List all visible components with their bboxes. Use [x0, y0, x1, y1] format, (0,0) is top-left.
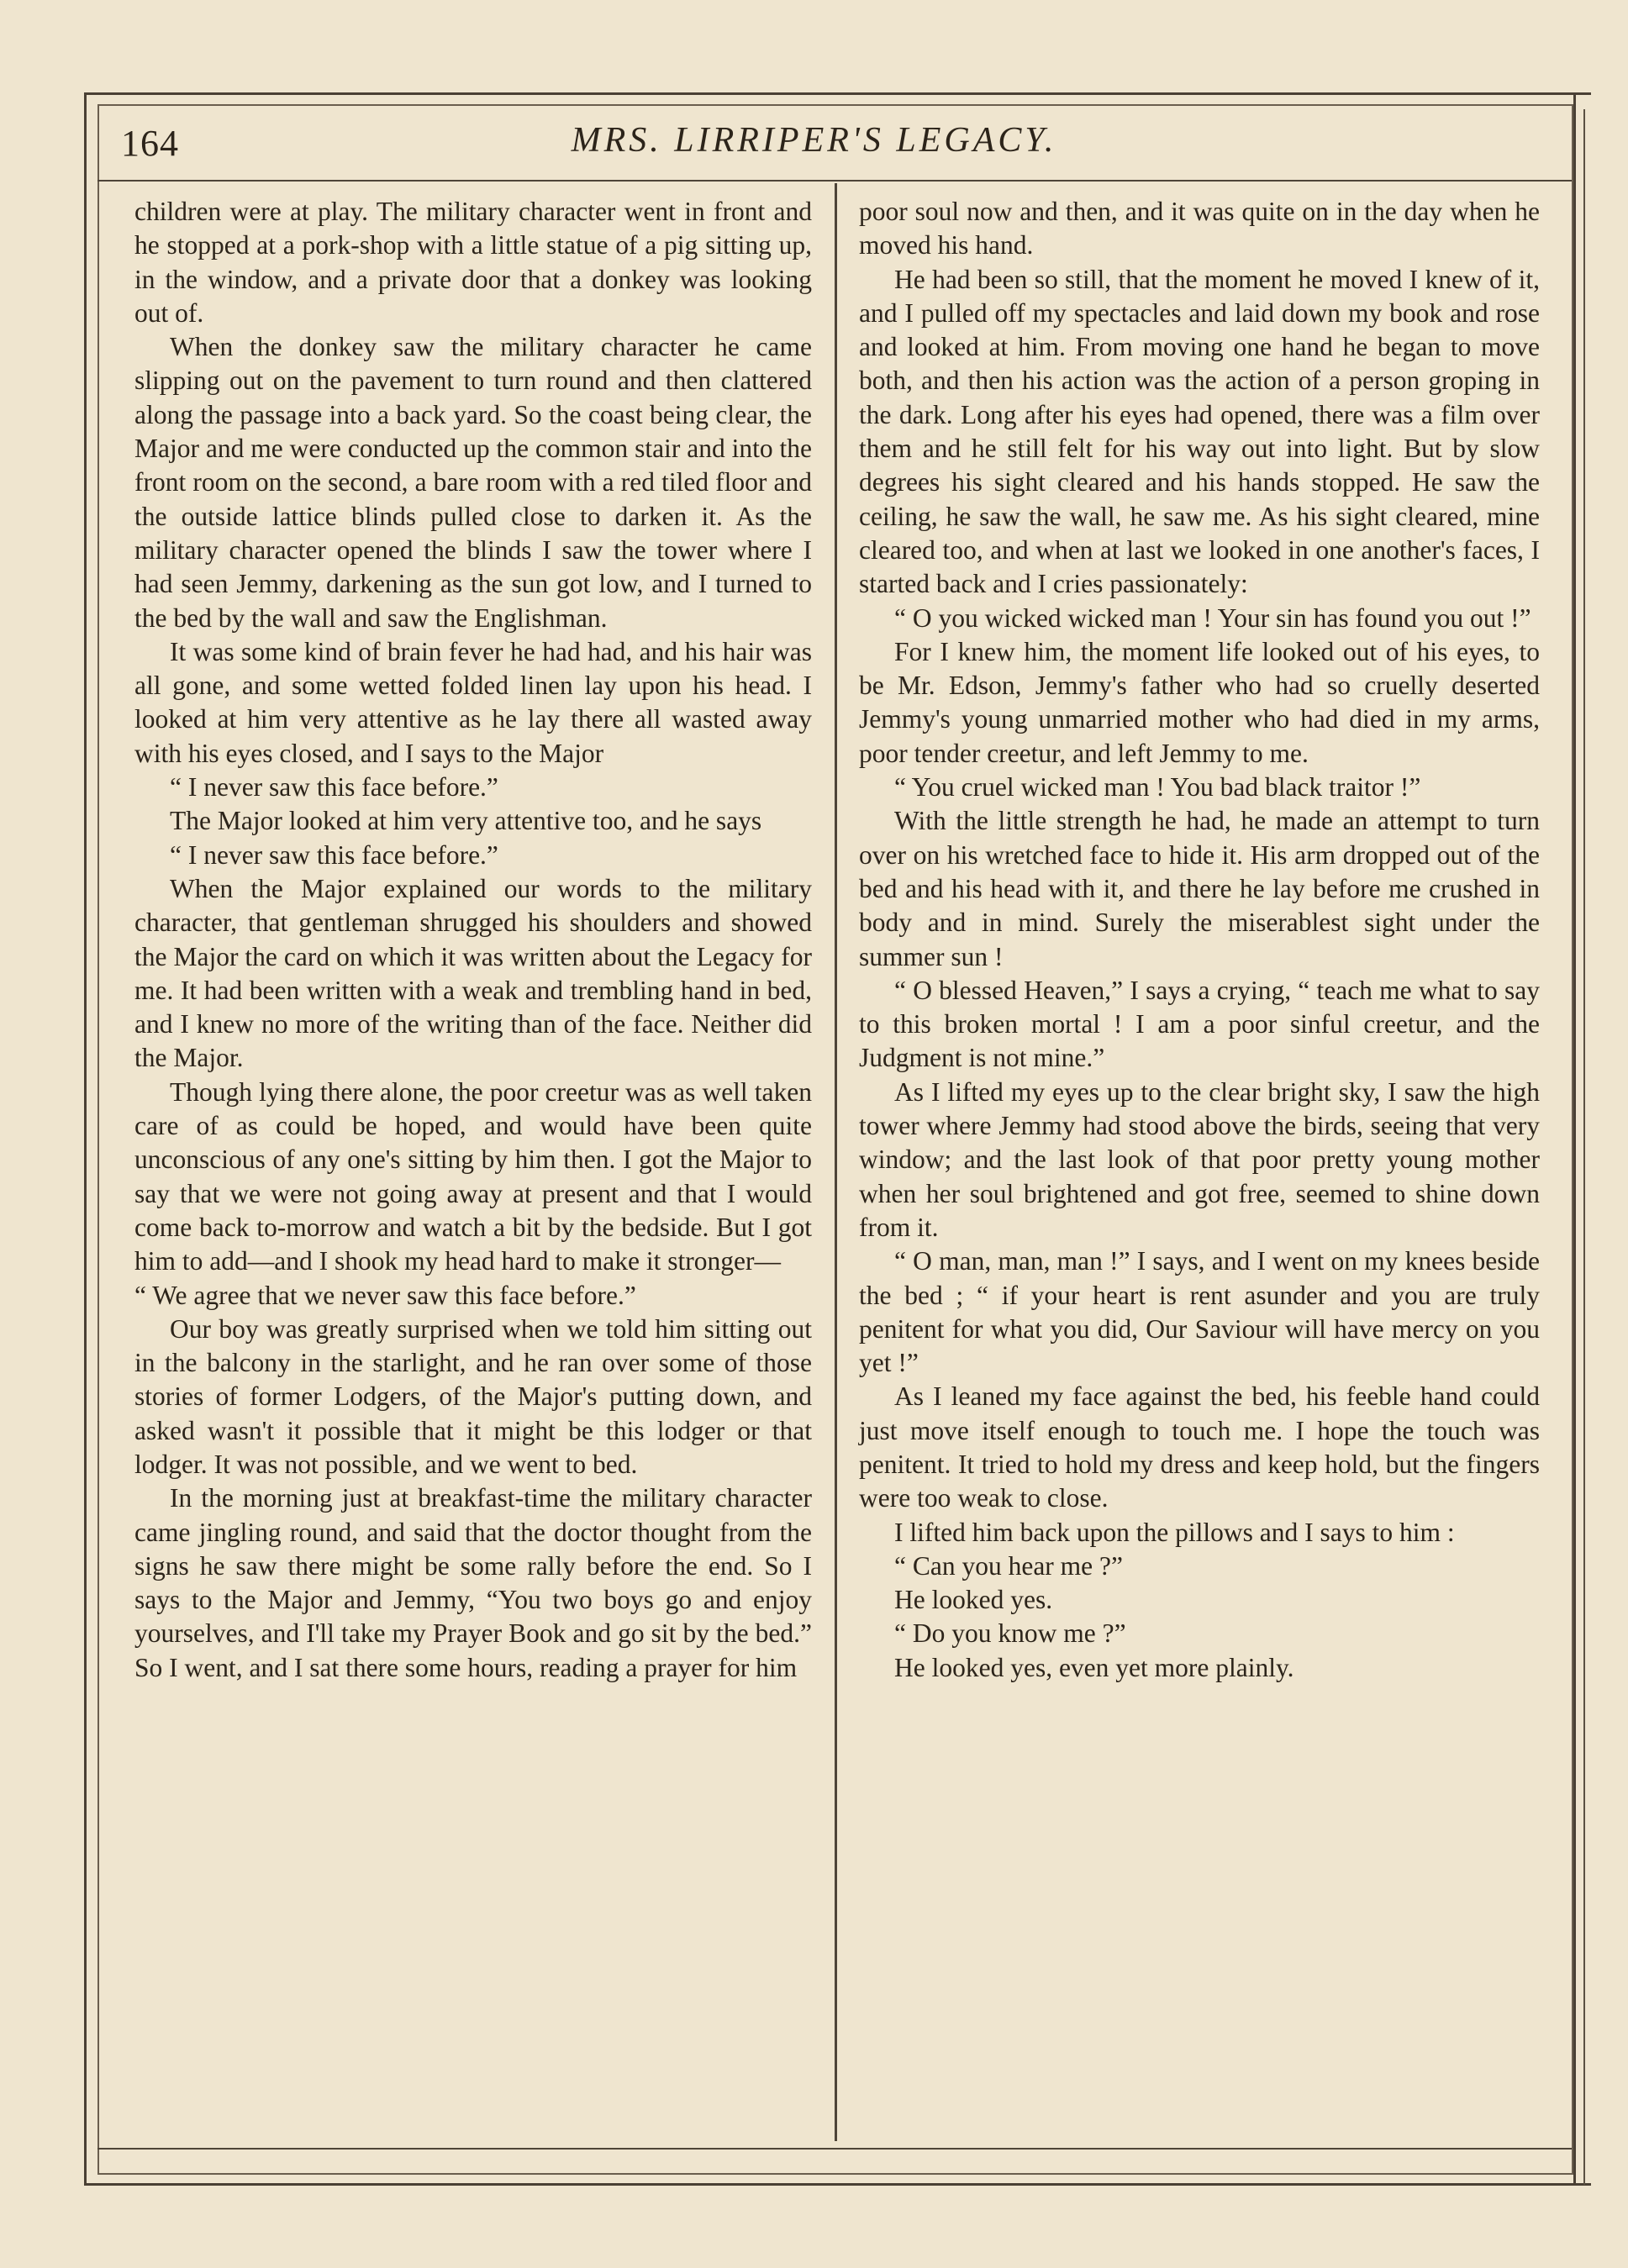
left-column	[134, 195, 812, 1685]
paragraph: “ I never saw this face before.”	[170, 839, 498, 870]
paragraph: The Major looked at him very attentive too, and he says	[170, 806, 762, 836]
paragraph: As I leaned my face against the bed, his feeble hand could just move itself enough to touch me. I hope the touch was penitent. It tried to hold my dress and keep hold, but the fingers were too weak to close.	[859, 1381, 1540, 1513]
paragraph: When the donkey saw the military character he came slipping out on the pavement to turn round and then clattered along the passage into a back yard. So the coast being clear, the Major and me were conducted up the common stair and into the front room on the second, a bare room with a red tiled floor and the outside lattice blinds pulled close to darken it. As the military character opened the blinds I saw the tower where I had seen Jemmy, darkening as the sun got low, and I turned to the bed by the wall and saw the Englishman.	[134, 332, 812, 633]
column-divider	[835, 183, 837, 2141]
page-border-right	[1573, 92, 1576, 2185]
paragraph: In the morning just at breakfast-time the military character came jingling round, and said that the doctor thought from the signs he saw there might be some rally before the end. So I says to the Major and Jemmy, “You two boys go and enjoy yourselves, and I'll take my Prayer Book and go sit by the bed.” So I went, and I sat there some hours, reading a prayer for him	[134, 1483, 812, 1682]
paragraph: “ Can you hear me ?”	[894, 1550, 1123, 1581]
paragraph: “ O man, man, man !” I says, and I went on my knees beside the bed ; “ if your heart is rent asunder and you are truly penitent for what you did, Our Saviour will have mercy on you yet !”	[859, 1246, 1540, 1378]
paragraph: When the Major explained our words to the military character, that gentleman shrugged his shoulders and showed the Major the card on which it was written about the Legacy for me. It had been written with a weak and trembling hand in bed, and I knew no more of the writing than of the face. Neither did the Major.	[134, 873, 812, 1073]
page-number: 164	[121, 123, 179, 164]
right-column	[859, 195, 1540, 1685]
paragraph: “ O you wicked wicked man ! Your sin has found you out !”	[894, 603, 1531, 633]
paragraph: “ Do you know me ?”	[894, 1618, 1126, 1649]
paragraph: It was some kind of brain fever he had had, and his hair was all gone, and some wetted folded linen lay upon his head. I looked at him very attentive as he lay there all wasted away with his eyes closed, and I says to the Major	[134, 636, 812, 768]
paragraph: Though lying there alone, the poor creetur was as well taken care of as could be hoped, and would have been quite unconscious of any one's sitting by him then. I got the Major to say that we were not going away at present and that I would come back to-morrow and watch a bit by the bedside. But I got him to add—and I shook my head hard to make it stronger—	[134, 1076, 812, 1276]
paragraph: He looked yes, even yet more plainly.	[894, 1652, 1294, 1682]
paragraph: He looked yes.	[894, 1585, 1053, 1615]
paragraph: poor soul now and then, and it was quite on in the day when he moved his hand.	[859, 197, 1540, 260]
paragraph: As I lifted my eyes up to the clear bright sky, I saw the high tower where Jemmy had stood above the birds, seeing that very window; and the last look of that poor pretty young mother when her soul brightened and got free, seemed to shine down from it.	[859, 1076, 1540, 1242]
footer-rule	[97, 2148, 1572, 2150]
paragraph: children were at play. The military character went in front and he stopped at a pork-shop with a little statue of a pig sitting up, in the window, and a private door that a donkey was looking out of.	[134, 197, 812, 328]
paragraph: “ O blessed Heaven,” I says a crying, “ teach me what to say to this broken mortal ! I am a poor sinful creetur, and the Judgment is not mine.”	[859, 975, 1540, 1073]
paragraph: “ I never saw this face before.”	[170, 772, 498, 802]
paragraph: Our boy was greatly surprised when we told him sitting out in the balcony in the starlight, and he ran over some of those stories of former Lodgers, of the Major's putting down, and asked wasn't it possible that it might be this lodger or that lodger. It was not possible, and we went to bed.	[134, 1313, 812, 1479]
paragraph: “ You cruel wicked man ! You bad black traitor !”	[894, 772, 1421, 802]
paragraph: I lifted him back upon the pillows and I says to him :	[894, 1517, 1455, 1547]
paragraph: For I knew him, the moment life looked out of his eyes, to be Mr. Edson, Jemmy's father who had so cruelly deserted Jemmy's young unmarried mother who had died in my arms, poor tender creetur, and left Jemmy to me.	[859, 636, 1540, 768]
running-title: MRS. LIRRIPER'S LEGACY.	[571, 121, 1057, 160]
paragraph: He had been so still, that the moment he moved I knew of it, and I pulled off my spectacles and laid down my book and rose and looked at him. From moving one hand he began to move both, and then his action was the action of a person groping in the dark. Long after his eyes had opened, there was a film over them and he still felt for his way out into light. But by slow degrees his sight cleared and his hands stopped. He saw the ceiling, he saw the wall, he saw me. As his sight cleared, mine cleared too, and when at last we looked in one another's faces, I started back and I cries passionately:	[859, 264, 1540, 599]
paragraph: “ We agree that we never saw this face before.”	[134, 1280, 636, 1310]
paragraph: With the little strength he had, he made an attempt to turn over on his wretched face to hide it. His arm dropped out of the bed and his head with it, and there he lay before me crushed in body and in mind. Surely the miserablest sight under the summer sun !	[859, 806, 1540, 971]
page-border-right-inner	[1583, 109, 1585, 2185]
header-rule	[97, 180, 1572, 182]
